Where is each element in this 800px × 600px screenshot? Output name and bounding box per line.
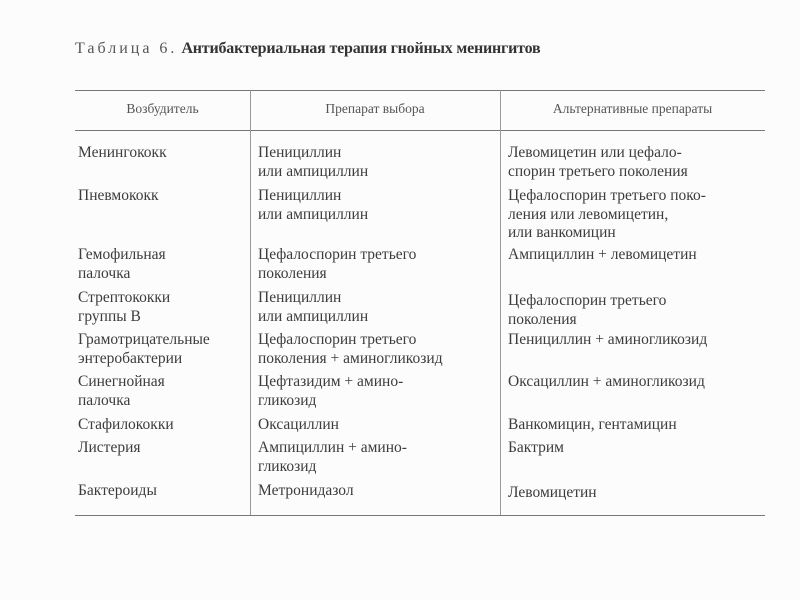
cell-line: поколения	[508, 310, 577, 328]
cell-line: Метронидазол	[258, 482, 354, 499]
table-cell-choice	[258, 416, 339, 435]
cell-line: Гемофильная	[78, 246, 166, 263]
table-cell-alternative	[508, 484, 597, 503]
cell-line: гликозид	[258, 391, 317, 409]
cell-line: Оксациллин	[258, 416, 339, 433]
column-divider	[500, 90, 501, 515]
cell-line: или ампициллин	[258, 162, 369, 180]
table-cell-pathogen	[78, 289, 170, 326]
cell-line: Ампициллин + левомицетин	[508, 246, 697, 263]
cell-line: Бактероиды	[78, 482, 157, 499]
cell-line: или ампициллин	[258, 307, 369, 325]
cell-line: Менингококк	[78, 144, 167, 161]
table-cell-pathogen	[78, 331, 210, 368]
cell-line: Пневмококк	[78, 187, 159, 204]
cell-line: Ванкомицин, гентамицин	[508, 416, 677, 433]
cell-line: спорин третьего поколения	[508, 162, 688, 180]
cell-line: Цефалоспорин третьего поко-	[508, 187, 706, 204]
table-caption	[75, 40, 540, 58]
table-cell-alternative	[508, 373, 705, 392]
table-number: Таблица 6.	[75, 40, 178, 57]
cell-line: энтеробактерии	[78, 349, 183, 367]
cell-line: Пенициллин	[258, 187, 342, 204]
cell-line: Пенициллин + аминогликозид	[508, 331, 708, 348]
table-cell-alternative	[508, 292, 666, 329]
cell-line: Цефтазидим + амино-	[258, 373, 404, 390]
header-choice: Препарат выбора	[325, 101, 425, 116]
cell-line: поколения + аминогликозид	[258, 349, 443, 367]
table-cell-pathogen	[78, 246, 166, 283]
table-cell-alternative	[508, 246, 697, 265]
cell-line: поколения	[258, 264, 327, 282]
cell-line: палочка	[78, 264, 131, 282]
table-cell-alternative	[508, 331, 707, 350]
table-cell-pathogen	[78, 373, 165, 410]
cell-line: Цефалоспорин третьего	[258, 246, 417, 263]
table-cell-pathogen	[78, 416, 174, 435]
table-cell-choice	[258, 289, 368, 326]
table-cell-choice	[258, 246, 416, 283]
table-cell-choice	[258, 187, 368, 224]
cell-line: Ампициллин + амино-	[258, 439, 407, 456]
table-cell-choice	[258, 331, 443, 368]
column-divider	[250, 90, 251, 515]
cell-line: Цефалоспорин третьего	[508, 292, 667, 309]
table-cell-alternative	[508, 439, 564, 458]
cell-line: Цефалоспорин третьего	[258, 331, 417, 348]
table-title: Антибактериальная терапия гнойных менингитов	[181, 40, 541, 57]
cell-line: Левомицетин	[508, 484, 597, 501]
table-cell-alternative	[508, 187, 706, 243]
header-alternative: Альтернативные препараты	[552, 101, 713, 116]
table-cell-pathogen	[78, 187, 159, 206]
table-cell-pathogen	[78, 482, 157, 501]
cell-line: группы В	[78, 307, 141, 325]
cell-line: Левомицетин или цефало-	[508, 144, 682, 161]
cell-line: гликозид	[258, 457, 317, 475]
cell-line: Листерия	[78, 439, 141, 456]
bottom-rule	[75, 515, 765, 516]
cell-line: Стафилококки	[78, 416, 174, 433]
cell-line: Пенициллин	[258, 144, 342, 161]
cell-line: Пенициллин	[258, 289, 342, 306]
table-cell-pathogen	[78, 144, 167, 163]
table-cell-choice	[258, 144, 368, 181]
cell-line: Грамотрицательные	[78, 331, 210, 348]
cell-line: ления или левомицетин,	[508, 205, 669, 223]
header-rule	[75, 130, 765, 131]
table-cell-alternative	[508, 416, 677, 435]
header-pathogen: Возбудитель	[126, 101, 199, 116]
cell-line: Синегнойная	[78, 373, 165, 390]
cell-line: или ампициллин	[258, 205, 369, 223]
cell-line: Стрептококки	[78, 289, 171, 306]
top-rule	[75, 90, 765, 91]
table-cell-choice	[258, 373, 403, 410]
table-cell-choice	[258, 439, 407, 476]
cell-line: Оксациллин + аминогликозид	[508, 373, 705, 390]
cell-line: Бактрим	[508, 439, 564, 456]
table-cell-pathogen	[78, 439, 141, 458]
table-cell-choice	[258, 482, 354, 501]
table-cell-alternative	[508, 144, 688, 181]
cell-line: или ванкомицин	[508, 224, 616, 241]
cell-line: палочка	[78, 391, 131, 409]
